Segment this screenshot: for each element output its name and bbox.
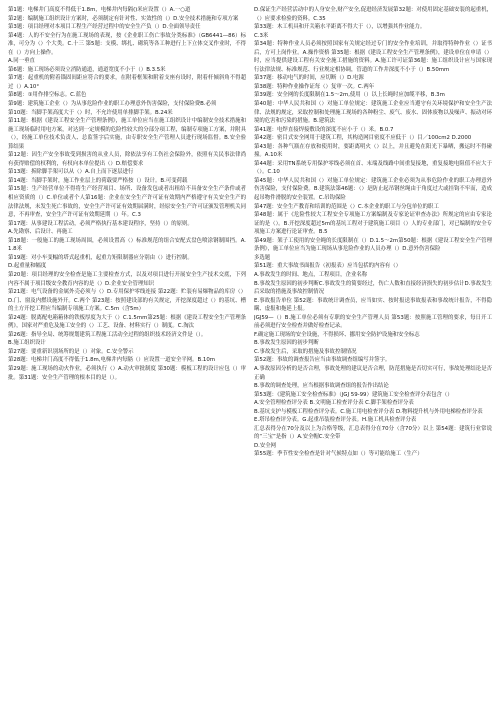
question-paragraph: 第43题：各种气瓶在存放和使用时，要距离明火（）以上，并且避免在阳光下暴晒，搬运时不得碰撞。A.10米 xyxy=(254,143,492,159)
question-paragraph: A.先勘察、后设计、再施工 xyxy=(8,229,73,236)
question-paragraph: 第48题：属于《危险性较大工程安全专项施工方案编制及专家论证审查办法》所规定的应由专家论证的是（）。B.开挖深度超过5m的基坑工程对于建筑施工项目（）人的专业部门，对已编制的安全专项施工方案进行论证审查。B.5 xyxy=(254,212,492,236)
question-paragraph: 第52题：事故的调查报告应当由事故调查组编写并签字。 xyxy=(254,357,391,364)
question-paragraph: 第39题：安全网的长度限制在1.5～2m,使用（）以上长绳时应加缆平移，B.3m xyxy=(254,92,445,99)
question-paragraph: B.事故发生原因的初步判断 xyxy=(254,340,319,347)
question-paragraph: 第28题：电梯井门高度不得低于1.8m,电梯井内每隔（）应设置一道安全平网。B.10m xyxy=(8,357,216,364)
question-paragraph: B.事故的调查处理，应当根据事故调查组的报告作出结论 xyxy=(254,383,389,390)
question-paragraph: 第45题：中华人民共和国（）对施工单位规定：建筑施工企业必须为从事危险作业的职工办理意外伤害保险，支付保险费。B.建筑法第46题：（）是防止起吊钢丝绳由于角度过大或挂钩不牢而，造成起吊物件滑脱的安全装置。C.吊钩保险 xyxy=(254,177,492,202)
question-paragraph: D.保证生产经营活动中的人身安全,财产安全,促进经济发展第32题：对使用固定基础安装的起重机，（）应要求检验的资料。C.35 xyxy=(254,7,492,22)
question-paragraph: B.基坑支护与模板工程检查评分表。C.施工用电检查评分表 D.物料提升机与外用电梯检查评分表 xyxy=(254,408,483,415)
question-paragraph: 第11题：根据《建设工程安全生产管理条例》，施工单位应当在施工组织设计中编制安全技术措施和施工现场临时用电方案，对达到一定规模的危险性较大的分部分项工程，编制专项施工方案，并附具（），经施工单位技术负责人、总监签字后实施，由专职安全生产管理人员进行现场监督。B.安全验算结果 xyxy=(8,118,246,150)
question-paragraph: 第20题：项目经理的安全检查是施工主要检查方式，以及对项目进行开展安全生产技术交底，下列内容不属于项目级安全教育内容的是（）D.企业安全管理知识 xyxy=(8,271,246,287)
question-paragraph: 第27题：要重新识别场所的是（）对象。C.安全警示 xyxy=(8,348,134,355)
question-paragraph: 第47题：安全生产教育和培训的范围是（）C.本企业的职工与分包单位的职工 xyxy=(254,203,439,210)
question-paragraph: 第6题：施工现场必须设立消防通道，通道宽度不小于（）B.3.5米 xyxy=(8,66,166,73)
question-paragraph: 第14题：当脚手架时，施工作业层上的荷载要严格按（）设计。B.可变荷载 xyxy=(8,177,188,184)
question-paragraph: A.安全管理检查评分表 B.文明施工检查评分表 C.脚手架检查评分表 xyxy=(254,400,414,407)
question-paragraph: 第53题：《建筑施工安全检查标准》（JGJ 59-99）建筑施工安全检查评分表包含（） xyxy=(254,391,453,398)
question-paragraph: F.确定施工现场的安全设施，不得损坏、挪用安全防护设施和安全标志 xyxy=(254,331,420,338)
question-paragraph: C.3米 xyxy=(254,32,269,39)
question-paragraph: E.塔吊检查评分表。G.起重吊装检查评分表。H.施工机具检查评分表 xyxy=(254,417,417,424)
question-paragraph: 第4题：人的不安全行为在施工现场的表现，按《企业职工伤亡事故分类标准》（GB6441—86）标准，可分为（）个大类。C.十三 第5题：支模、绑扎、砌筑等各工种进行上下立体交叉作业时，不得在（）方向上操作。 xyxy=(8,32,246,56)
question-paragraph: 第9题：建筑施工企业（）为从事危险作业的职工办理意外伤害保险，支付保险费B.必须 xyxy=(8,101,217,108)
question-paragraph: 多选题 xyxy=(254,254,271,261)
question-paragraph: 第29题：施工现场的动火作业，必须执行（）A.动火审批制度 第30题：模板工程的设计应包（）审批。第31题：安全生产管理的根本目的是（）。 xyxy=(8,365,246,381)
question-paragraph: A.事故发生的时间、地点，工程项目，企业名称 xyxy=(254,271,368,278)
question-paragraph: 第37题：移动电气的时间，应切断（）D.电源 xyxy=(254,75,364,82)
question-paragraph: D.安全网 xyxy=(254,442,277,449)
question-paragraph: 第1题：电梯井门高度不得低于1.8m，电梯井内每隔()米应设置（）A.一○道 xyxy=(8,7,191,13)
question-paragraph: 第26题：指导全局、统筹规划建筑工程施工活动全过程的组织技术经济文件是（）。 xyxy=(8,331,207,338)
question-paragraph: 汇总表得分在70分及以上为合格等级，汇总表得分在70分（含70分）以上 第54题：建筑行业常说的“三宝”是指（）A.安全帽C.安全带 xyxy=(254,425,492,441)
question-paragraph: B.事故发生原因的初步判断C.事故发生的简要经过，伤亡人数和直接经济损失的初步估计D.事故发生后采取的措施及事故控制情况 xyxy=(254,280,492,296)
question-paragraph: 第10题：当脚手架高度大于（）时，不允许使用单排脚手架。B.24米 xyxy=(8,109,173,116)
question-paragraph: 第34题：特种作业人员必须按照国家有关规定经过专门的安全作业培训，并取得特种作业（）证书后，方可上岗作业。A.操作资格 第35题：根据《建设工程安全生产管理条例》，建设单位在申请（）时，应当提供建设工程有关安全施工措施的资料。A.施工许可证第36题：施工组织设计应与国家现行法律法规、标准规范、行业规定相协调，管道的工作井深度不小于（）B.50mm xyxy=(254,41,492,73)
question-paragraph: 第24题：脱离配电箱箱体的铁板厚度为大于（）C.1.5mm第25题：根据《建设工程安全生产管理条例》，国家对严重危及施工安全的（）工艺、设备、材料实行（）制度。C.淘汰 xyxy=(8,314,246,330)
left-column xyxy=(8,6,246,703)
question-paragraph: JGJ59—（）B.施工单位必须有专职的安全生产管理人员 第53题：按照施工管理的要求，每日开工前必须进行安全检查并做好检查记录。 xyxy=(254,314,492,330)
question-paragraph: 第40题：中华人民共和国（）对施工单位规定：建筑施工企业应当遵守有关环境保护和安全生产法律、法规的规定，采取控制和处理施工现场的各种粉尘、废气、废水、固体废物以及噪声、振动对环境的危害和污染的措施。B.建筑法 xyxy=(254,101,492,125)
question-paragraph: 第19题：对小车变幅的塔式起重机，起重力矩限制器应分别由（）进行控制。 xyxy=(8,254,193,261)
question-paragraph: A.事故原因分析的是否合理，事故处理的建议是否合理，防范措施是否切实可行，事故处理结论是否正确 xyxy=(254,365,492,381)
question-paragraph: 第21题：电气设备的金属外壳必须与（）D.专用保护零线连接 第22题：贮装有易爆物品的库房（）D.门、窗及内燃设施外开。C.两个 第23题：按照建设部的有关规定，开挖深度超过（）的基坑、槽的土方开挖工程应当编制专项施工方案。C.5m（含5m） xyxy=(8,289,246,313)
question-paragraph: C.事故发生后，采取的措施及事故控制情况 xyxy=(254,348,357,355)
question-paragraph: 第38题：特种作业操作证每（）复审一次。C.两年 xyxy=(254,83,375,90)
right-column xyxy=(254,6,492,703)
question-paragraph: 第7题：起重机的附着锚固间距应符合的要求，在附着框架和附着支座有设时，附着杆倾斜角不得超过（）A.10° xyxy=(8,75,246,90)
question-paragraph: B.施工组织设计 xyxy=(8,340,46,347)
question-paragraph: 第3题：项目经理对本项目工程生产经营过程中的安全生产负（）D.全面领导责任 xyxy=(8,24,201,31)
question-paragraph: 第41题：电焊直接焊接敷设的深度不应小于（）米。B.0.7 xyxy=(254,126,394,133)
question-paragraph: A.同一垂直 xyxy=(8,58,35,65)
question-paragraph: 第42题：密目式安全网用于建筑工程，其构造网目密度不应低于（）目／100cm2 D.2000 xyxy=(254,135,472,142)
question-paragraph: 第17题：从事建设工程活动，必须严格执行基本建设程序，坚持（）的原则。 xyxy=(8,220,193,227)
question-paragraph: 第33题：木工机具和开关箱水平距离不得大于（），以增强其作业能力。 xyxy=(254,24,426,31)
question-paragraph: E.事故报告单位 第52题：事故统计调查员，应当如实、按时报送事故报表和事故统计报告，不得隐瞒、虚报和拖延上报。 xyxy=(254,297,492,313)
question-paragraph: 第15题：生产经营单位不得将生产经营项目、场所、设备发包或者出租给不具备安全生产条件或者相应资质的（）C.单位或者个人第16题：企业在安全生产许可证有效期内严格遵守有关安全生产的法律法规，未发生死亡事故的，安全生产许可证有效期届满时，经原安全生产许可证颁发管理机关同意，不再审查，安全生产许可证有效期延期（）年。C.3 xyxy=(8,186,246,219)
question-paragraph: 第44题：采用TN系统专用保护零线必须在首、末端及线路中间重复接地，重复接地电阻值不应大于（）。C.10 xyxy=(254,160,492,176)
question-paragraph: 第18题：一般施工的施工现场周围，必须设置高（）标准规范的组合安配式盘色喷涂钢制围挡。A.1.8米 xyxy=(8,237,246,253)
question-paragraph: 第51题：重大事故书面报告（初报表）应当包括的内容有（） xyxy=(254,263,402,270)
question-paragraph: 第13题：拆除脚手架可以从（）A.自上而下逐层进行 xyxy=(8,169,134,176)
question-paragraph: 第8题：①用作排空标志。C.蓝色 xyxy=(8,92,87,99)
question-paragraph: 第12题：因生产安全事故受到损害的从业人员，除依法享有工伤社会保险外，依照有关民事法律尚有获得赔偿的权利的，有权向本单位提出（）D.赔偿要求 xyxy=(8,152,246,167)
question-paragraph: 第49题：架子工使用的安全绳的长度限制在（）D.1.5～2m第50题：根据《建设工程安全生产管理条例》，施工单位应当为施工现场从事危险作业的人员办理（）D.意外伤害保险 xyxy=(254,237,492,253)
question-paragraph: 第2题：编制施工组织设计方案时，必须制定有针对性、实效性的（）D.安全技术措施和专项方案 xyxy=(8,15,239,22)
question-paragraph: 第55题：季节性安全检查是针对气候特点如（）等可能给施工（生产） xyxy=(254,451,423,458)
question-paragraph: D.起重量和幅度 xyxy=(8,263,47,270)
